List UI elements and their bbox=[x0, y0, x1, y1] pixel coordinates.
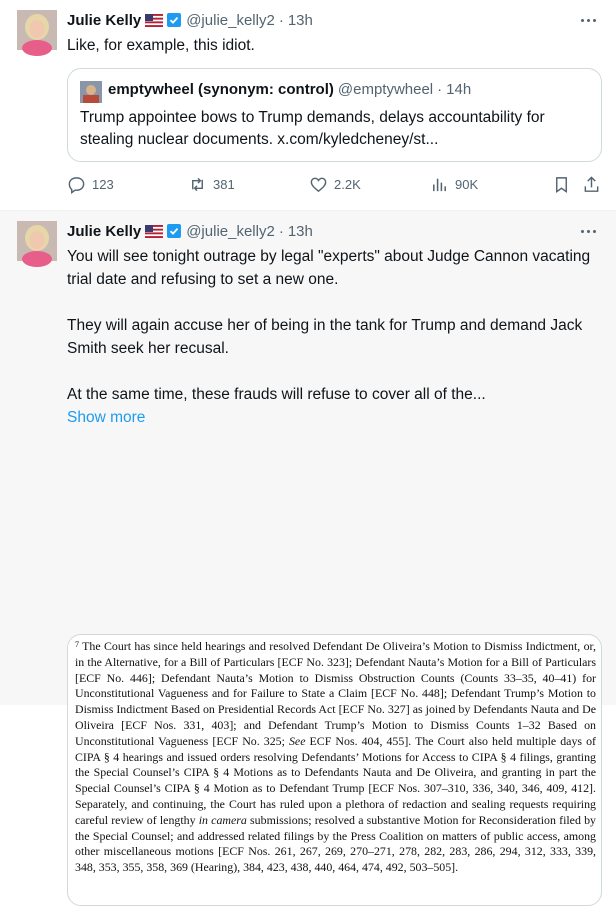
tweet-text: Like, for example, this idiot. bbox=[67, 37, 255, 54]
heart-icon bbox=[309, 175, 328, 194]
author-name[interactable]: Julie Kelly bbox=[67, 222, 142, 240]
views-count: 90K bbox=[455, 177, 479, 192]
quoted-text: Trump appointee bows to Trump demands, delays accountability for stealing nuclear documents. x.com/kyledcheney/st... bbox=[80, 109, 545, 148]
tweet-paragraph: At the same time, these frauds will refuse to cover all of the... bbox=[67, 386, 486, 403]
document-text-italic: in camera bbox=[198, 812, 247, 827]
tweet-paragraph: You will see tonight outrage by legal "experts" about Judge Cannon vacating trial date and refusing to set a new one. bbox=[67, 248, 591, 288]
document-text-part: ECF Nos. 404, 455]. The Court also held multiple days of CIPA § 4 hearings and issued orders resolving Defendants’ Motions for Access to CIPA § 4 filings, granting the Special Counsel’s CIPA § 4 Motions as to Defendants Nauta and De Oliveira, and granting in part the Special Counsel’s CIPA § 4 Motion as to Defendant Trump [ECF Nos. 307–310, 336, 340, 346, 409, 412]. Separately, and continuing, the Court has ruled upon a plethora of redaction and sealing requests requiring careful review of lengthy bbox=[75, 733, 597, 827]
tweet-text bbox=[67, 245, 602, 429]
repost-icon bbox=[188, 175, 207, 194]
separator-dot: · bbox=[278, 222, 284, 240]
document-text-part: The Court has since held hearings and resolved Defendant De Oliveira’s Motion to Dismiss Indictment, or, in the Alternative, for a Bill of Particulars [ECF No. 323]; Defendant Nauta’s Motion for a Bill of Particulars [ECF No. 446]; Defendant Nauta’s Motion to Dismiss Obstruction Counts (Counts 33–35, 40–41) for Unconstitutional Vagueness and for Failure to State a Claim [ECF No. 448]; Defendant Trump’s Motion to Dismiss Indictment Based on Presidential Records Act [ECF No. 327] as joined by Defendants Nauta and De Oliveira [ECF Nos. 331, 403]; and Defendant Trump’s Motion to Dismiss Counts 1–32 Based on Unconstitutional Vagueness [ECF No. 325; bbox=[75, 639, 596, 748]
document-text-italic: See bbox=[288, 733, 306, 748]
reply-icon bbox=[67, 175, 86, 194]
quoted-tweet[interactable] bbox=[67, 68, 602, 162]
share-button[interactable] bbox=[582, 175, 601, 194]
quoted-author-avatar bbox=[80, 81, 102, 103]
repost-count: 381 bbox=[213, 177, 235, 192]
views-icon bbox=[430, 175, 449, 194]
separator-dot: · bbox=[437, 81, 443, 98]
show-more-link[interactable]: Show more bbox=[67, 409, 146, 426]
tweet-header bbox=[67, 10, 313, 30]
us-flag-icon bbox=[145, 225, 163, 238]
share-icon bbox=[582, 175, 601, 194]
attached-image[interactable] bbox=[67, 634, 602, 906]
quoted-author-name: emptywheel (synonym: control) bbox=[108, 81, 334, 98]
document-text-part: submissions; resolved a substantive Motion for Reconsideration filed by the Special Counsel; and addressed related filings by the Press Coalition on matters of public access, among other miscellaneous motions [ECF Nos. 261, 267, 269, 270–271, 278, 282, 283, 286, 294, 312, 333, 339, 348, 353, 355, 358, 369 (Hearing), 384, 423, 438, 440, 464, 474, 492, 503–505]. bbox=[75, 812, 597, 875]
bookmark-button[interactable] bbox=[552, 175, 571, 194]
author-handle[interactable]: @julie_kelly2 bbox=[186, 11, 275, 29]
verified-badge-icon bbox=[166, 223, 182, 239]
reply-count: 123 bbox=[92, 177, 114, 192]
more-options-icon[interactable] bbox=[576, 221, 600, 241]
like-button[interactable] bbox=[309, 175, 361, 194]
timestamp[interactable]: 13h bbox=[287, 222, 313, 240]
quoted-header bbox=[108, 81, 471, 98]
us-flag-icon bbox=[145, 14, 163, 27]
tweet[interactable] bbox=[0, 211, 616, 875]
timestamp[interactable]: 13h bbox=[287, 11, 313, 29]
action-bar bbox=[67, 175, 602, 197]
quoted-timestamp: 14h bbox=[446, 81, 472, 98]
tweet-header bbox=[67, 221, 313, 241]
quoted-author-handle: @emptywheel bbox=[337, 81, 434, 98]
tweet[interactable] bbox=[0, 0, 616, 211]
more-options-icon[interactable] bbox=[576, 10, 600, 30]
bookmark-icon bbox=[552, 175, 571, 194]
repost-button[interactable] bbox=[188, 175, 235, 194]
author-avatar[interactable] bbox=[17, 10, 57, 50]
reply-button[interactable] bbox=[67, 175, 114, 194]
author-name[interactable]: Julie Kelly bbox=[67, 11, 142, 29]
like-count: 2.2K bbox=[334, 177, 361, 192]
author-avatar[interactable] bbox=[17, 221, 57, 261]
verified-badge-icon bbox=[166, 12, 182, 28]
separator-dot: · bbox=[278, 11, 284, 29]
tweet-paragraph: They will again accuse her of being in the tank for Trump and demand Jack Smith seek her recusal. bbox=[67, 317, 583, 357]
court-document-text bbox=[75, 639, 596, 876]
footnote-number: 7 bbox=[75, 640, 79, 649]
author-handle[interactable]: @julie_kelly2 bbox=[186, 222, 275, 240]
views-button[interactable] bbox=[430, 175, 478, 194]
